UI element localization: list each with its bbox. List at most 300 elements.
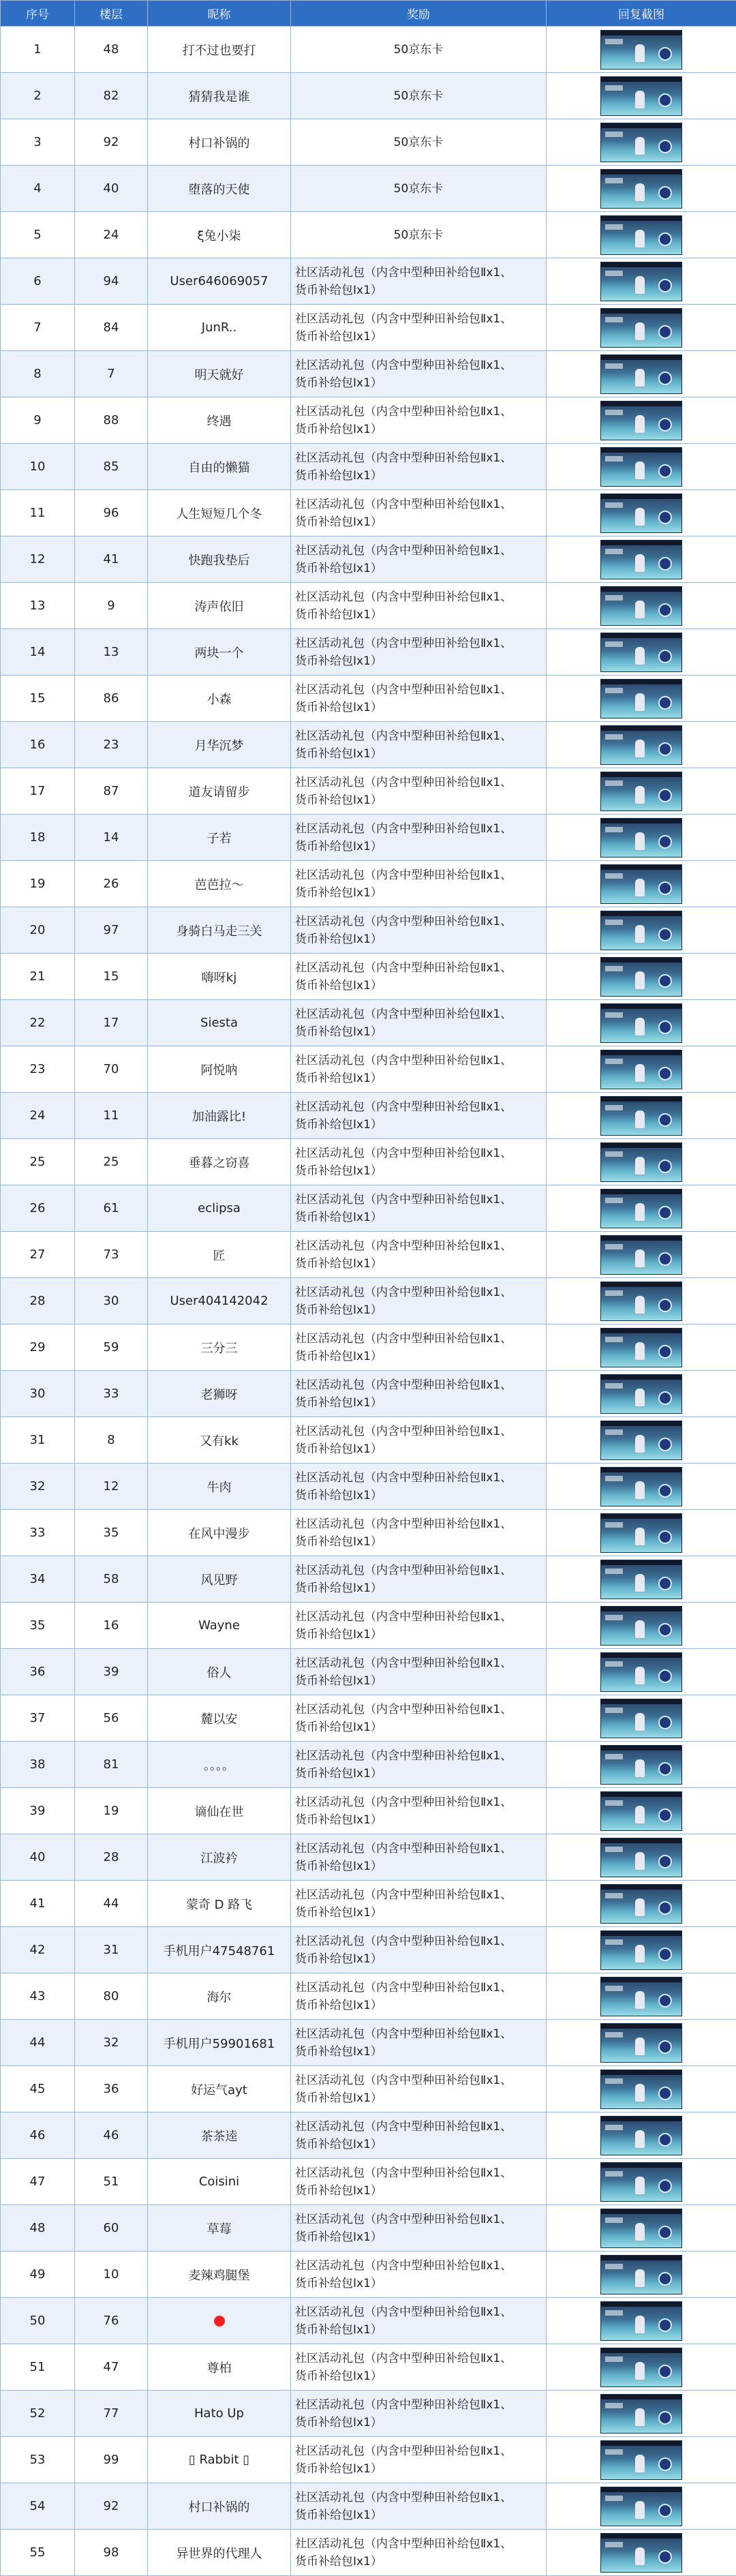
screenshot-hud [605, 1847, 623, 1852]
row-index: 23 [1, 1046, 75, 1093]
screenshot-thumbnail[interactable] [600, 1745, 682, 1785]
screenshot-thumbnail[interactable] [600, 1328, 682, 1367]
row-reward [291, 907, 547, 954]
table-row [1, 1695, 736, 1742]
row-floor: 26 [75, 861, 148, 907]
screenshot-thumbnail[interactable] [600, 1374, 682, 1414]
reward-line-1: 社区活动礼包（内含中型种田补给包Ⅱx1、 [295, 2396, 546, 2414]
reward-line-2: 货币补给包Ⅰx1） [295, 2414, 546, 2431]
table-row [1, 1232, 736, 1278]
row-reward [291, 351, 547, 397]
row-floor: 56 [75, 1695, 148, 1742]
reward-line-1: 社区活动礼包（内含中型种田补给包Ⅱx1、 [295, 1145, 546, 1162]
table-row [1, 1556, 736, 1603]
screenshot-robot [658, 603, 672, 617]
reward-line-2: 货币补给包Ⅰx1） [295, 977, 546, 995]
row-screenshot [547, 2391, 736, 2437]
screenshot-topbar [601, 31, 681, 35]
screenshot-thumbnail[interactable] [600, 1189, 682, 1228]
row-floor: 58 [75, 1556, 148, 1603]
row-reward [291, 1649, 547, 1695]
reward-line-1: 社区活动礼包（内含中型种田补给包Ⅱx1、 [295, 820, 546, 838]
screenshot-topbar [601, 309, 681, 314]
screenshot-robot [658, 2550, 672, 2564]
screenshot-character [635, 230, 645, 247]
screenshot-hud [605, 39, 623, 44]
screenshot-thumbnail[interactable] [600, 1513, 682, 1553]
screenshot-character [635, 1898, 645, 1916]
table-row [1, 1093, 736, 1139]
header-floor: 楼层 [75, 1, 148, 27]
reward-line-2: 货币补给包Ⅰx1） [295, 1811, 546, 1829]
row-reward [291, 861, 547, 907]
reward-line-1: 社区活动礼包（内含中型种田补给包Ⅱx1、 [295, 1191, 546, 1209]
row-floor: 7 [75, 351, 148, 397]
row-reward [291, 1371, 547, 1417]
reward-line-1: 社区活动礼包（内含中型种田补给包Ⅱx1、 [295, 1608, 546, 1626]
row-nickname: User646069057 [148, 258, 291, 305]
screenshot-hud [605, 1708, 623, 1713]
row-index: 39 [1, 1788, 75, 1834]
table-row [1, 536, 736, 583]
row-index: 51 [1, 2344, 75, 2391]
table-row [1, 722, 736, 768]
screenshot-thumbnail[interactable] [600, 2255, 682, 2294]
screenshot-hud [605, 781, 623, 786]
screenshot-robot [658, 464, 672, 478]
screenshot-hud [605, 1151, 623, 1157]
row-reward [291, 2391, 547, 2437]
screenshot-hud [605, 2032, 623, 2037]
row-reward [291, 1000, 547, 1046]
screenshot-character [635, 2501, 645, 2519]
table-row [1, 2344, 736, 2391]
screenshot-thumbnail[interactable] [600, 1884, 682, 1924]
row-reward [291, 2252, 547, 2298]
table-row [1, 305, 736, 351]
screenshot-robot [658, 1669, 672, 1683]
reward-line-2: 货币补给包Ⅰx1） [295, 2182, 546, 2200]
row-nickname: 三分三 [148, 1324, 291, 1371]
screenshot-thumbnail[interactable] [600, 2209, 682, 2248]
reward-line-2: 货币补给包Ⅰx1） [295, 1394, 546, 1412]
reward-line-2: 货币补给包Ⅰx1） [295, 1672, 546, 1690]
row-reward [291, 1464, 547, 1510]
row-screenshot [547, 212, 736, 258]
screenshot-robot [658, 928, 672, 941]
reward-line-1: 社区活动礼包（内含中型种田补给包Ⅱx1、 [295, 1005, 546, 1023]
screenshot-character [635, 693, 645, 711]
row-index: 11 [1, 490, 75, 536]
row-screenshot [547, 815, 736, 861]
screenshot-hud [605, 2449, 623, 2455]
screenshot-thumbnail[interactable] [600, 911, 682, 950]
row-reward [291, 2483, 547, 2530]
screenshot-hud [605, 966, 623, 971]
row-reward [291, 2530, 547, 2576]
row-reward [291, 1232, 547, 1278]
screenshot-thumbnail[interactable] [600, 169, 682, 209]
reward-line-1: 社区活动礼包（内含中型种田补给包Ⅱx1、 [295, 1654, 546, 1672]
screenshot-character [635, 1110, 645, 1128]
screenshot-topbar [601, 2117, 681, 2121]
row-floor: 44 [75, 1881, 148, 1927]
row-floor: 96 [75, 490, 148, 536]
screenshot-thumbnail[interactable] [600, 30, 682, 70]
row-floor: 10 [75, 2252, 148, 2298]
screenshot-thumbnail[interactable] [600, 818, 682, 858]
screenshot-character [635, 369, 645, 387]
row-nickname: 月华沉梦 [148, 722, 291, 768]
screenshot-hud [605, 2217, 623, 2223]
row-nickname: 手机用户59901681 [148, 2020, 291, 2066]
screenshot-thumbnail[interactable] [600, 1142, 682, 1182]
reward-line-2: 货币补给包Ⅰx1） [295, 1997, 546, 2014]
table-row [1, 954, 736, 1000]
row-floor: 36 [75, 2066, 148, 2112]
row-nickname: 猜猜我是谁 [148, 73, 291, 119]
reward-line-2: 货币补给包Ⅰx1） [295, 1626, 546, 1643]
screenshot-topbar [601, 819, 681, 823]
screenshot-topbar [601, 2070, 681, 2075]
row-screenshot [547, 444, 736, 490]
row-screenshot [547, 1000, 736, 1046]
reward-line-1: 社区活动礼包（内含中型种田补给包Ⅱx1、 [295, 1747, 546, 1765]
screenshot-character [635, 322, 645, 340]
screenshot-robot [658, 2365, 672, 2378]
screenshot-topbar [601, 2024, 681, 2029]
table-row [1, 1185, 736, 1232]
screenshot-thumbnail[interactable] [600, 354, 682, 394]
row-screenshot [547, 2112, 736, 2159]
row-index: 14 [1, 629, 75, 676]
screenshot-thumbnail[interactable] [600, 1791, 682, 1831]
row-nickname: Wayne [148, 1603, 291, 1649]
screenshot-character [635, 1249, 645, 1267]
row-nickname: JunR.. [148, 305, 291, 351]
screenshot-thumbnail[interactable] [600, 215, 682, 255]
screenshot-thumbnail[interactable] [600, 2162, 682, 2202]
reward-line-1: 社区活动礼包（内含中型种田补给包Ⅱx1、 [295, 357, 546, 374]
screenshot-character [635, 1806, 645, 1823]
screenshot-thumbnail[interactable] [600, 447, 682, 487]
screenshot-thumbnail[interactable] [600, 725, 682, 765]
row-floor: 97 [75, 907, 148, 954]
screenshot-topbar [601, 2256, 681, 2260]
row-reward [291, 1742, 547, 1788]
row-index: 24 [1, 1093, 75, 1139]
row-index: 47 [1, 2159, 75, 2205]
row-floor: 24 [75, 212, 148, 258]
row-screenshot [547, 305, 736, 351]
screenshot-thumbnail[interactable] [600, 1467, 682, 1506]
screenshot-thumbnail[interactable] [600, 1096, 682, 1136]
row-reward [291, 536, 547, 583]
screenshot-topbar [601, 2348, 681, 2353]
screenshot-hud [605, 1986, 623, 1991]
table-row [1, 2066, 736, 2112]
screenshot-robot [658, 1345, 672, 1359]
screenshot-robot [658, 881, 672, 895]
table-row [1, 73, 736, 119]
row-nickname: 涛声依旧 [148, 583, 291, 629]
table-row [1, 1139, 736, 1185]
reward-line-2: 货币补给包Ⅰx1） [295, 513, 546, 531]
screenshot-character [635, 786, 645, 804]
screenshot-character [635, 2408, 645, 2426]
screenshot-topbar [601, 1050, 681, 1055]
screenshot-character [635, 554, 645, 572]
screenshot-thumbnail[interactable] [600, 1050, 682, 1089]
reward-line-2: 货币补给包Ⅰx1） [295, 1116, 546, 1134]
screenshot-robot [658, 93, 672, 107]
row-nickname: 麦辣鸡腿堡 [148, 2252, 291, 2298]
reward-line-2: 货币补给包Ⅰx1） [295, 2275, 546, 2292]
reward-line-2: 货币补给包Ⅰx1） [295, 745, 546, 763]
reward-line-2: 货币补给包Ⅰx1） [295, 838, 546, 855]
screenshot-thumbnail[interactable] [600, 586, 682, 626]
screenshot-thumbnail[interactable] [600, 1282, 682, 1321]
screenshot-hud [605, 2496, 623, 2501]
row-screenshot [547, 1464, 736, 1510]
row-screenshot [547, 1046, 736, 1093]
screenshot-hud [605, 1337, 623, 1342]
reward-line-1: 社区活动礼包（内含中型种田补给包Ⅱx1、 [295, 264, 546, 282]
screenshot-robot [658, 186, 672, 200]
row-nickname: 俗人 [148, 1649, 291, 1695]
row-floor: 23 [75, 722, 148, 768]
screenshot-thumbnail[interactable] [600, 1652, 682, 1692]
row-floor: 33 [75, 1371, 148, 1417]
screenshot-hud [605, 920, 623, 925]
screenshot-character [635, 44, 645, 62]
row-screenshot [547, 2205, 736, 2252]
row-screenshot [547, 2252, 736, 2298]
row-floor: 94 [75, 258, 148, 305]
row-screenshot [547, 490, 736, 536]
screenshot-thumbnail[interactable] [600, 2533, 682, 2573]
screenshot-topbar [601, 2441, 681, 2446]
row-nickname: ▯ Rabbit ▯ [148, 2437, 291, 2483]
row-nickname: User404142042 [148, 1278, 291, 1324]
row-reward [291, 2066, 547, 2112]
row-floor: 76 [75, 2298, 148, 2344]
row-screenshot [547, 119, 736, 166]
row-nickname: 打不过也要打 [148, 27, 291, 73]
screenshot-hud [605, 1105, 623, 1110]
screenshot-thumbnail[interactable] [600, 2487, 682, 2526]
row-nickname: 老狮呀 [148, 1371, 291, 1417]
screenshot-character [635, 1203, 645, 1221]
row-nickname: 蒙奇 D 路飞 [148, 1881, 291, 1927]
reward-line-2: 货币补给包Ⅰx1） [295, 652, 546, 670]
screenshot-thumbnail[interactable] [600, 2348, 682, 2387]
table-row [1, 166, 736, 212]
row-nickname: 尊柏 [148, 2344, 291, 2391]
row-index: 32 [1, 1464, 75, 1510]
reward-line-1: 社区活动礼包（内含中型种田补给包Ⅱx1、 [295, 1979, 546, 1997]
row-screenshot [547, 1278, 736, 1324]
screenshot-topbar [601, 1699, 681, 1704]
screenshot-thumbnail[interactable] [600, 401, 682, 440]
row-index: 37 [1, 1695, 75, 1742]
row-reward [291, 1324, 547, 1371]
row-nickname: 风见野 [148, 1556, 291, 1603]
screenshot-thumbnail[interactable] [600, 2023, 682, 2063]
row-reward [291, 954, 547, 1000]
screenshot-character [635, 1945, 645, 1963]
row-nickname: 村口补锅的 [148, 2483, 291, 2530]
row-floor: 47 [75, 2344, 148, 2391]
row-index: 36 [1, 1649, 75, 1695]
row-nickname: 身骑白马走三关 [148, 907, 291, 954]
screenshot-robot [658, 2457, 672, 2471]
screenshot-robot [658, 2226, 672, 2239]
screenshot-robot [658, 1855, 672, 1868]
screenshot-character [635, 1342, 645, 1360]
reward-line-1: 社区活动礼包（内含中型种田补给包Ⅱx1、 [295, 727, 546, 745]
row-reward [291, 815, 547, 861]
table-row [1, 2159, 736, 2205]
row-nickname: Hato Up [148, 2391, 291, 2437]
row-index: 43 [1, 1973, 75, 2020]
row-screenshot [547, 2020, 736, 2066]
row-screenshot [547, 2483, 736, 2530]
screenshot-character [635, 2084, 645, 2102]
screenshot-robot [658, 696, 672, 710]
screenshot-topbar [601, 1004, 681, 1009]
row-floor: 59 [75, 1324, 148, 1371]
screenshot-thumbnail[interactable] [600, 1003, 682, 1043]
row-index: 17 [1, 768, 75, 815]
screenshot-thumbnail[interactable] [600, 679, 682, 718]
row-nickname: 道友请留步 [148, 768, 291, 815]
screenshot-thumbnail[interactable] [600, 1421, 682, 1460]
screenshot-thumbnail[interactable] [600, 123, 682, 162]
screenshot-thumbnail[interactable] [600, 772, 682, 811]
reward-line-2: 货币补给包Ⅰx1） [295, 1904, 546, 1922]
screenshot-topbar [601, 1468, 681, 1472]
reward-line-2: 货币补给包Ⅰx1） [295, 282, 546, 299]
row-floor: 77 [75, 2391, 148, 2437]
screenshot-robot [658, 1252, 672, 1266]
screenshot-thumbnail[interactable] [600, 957, 682, 997]
row-index: 10 [1, 444, 75, 490]
screenshot-topbar [601, 1329, 681, 1333]
screenshot-character [635, 1389, 645, 1406]
header-index: 序号 [1, 1, 75, 27]
row-nickname: 芭芭拉～ [148, 861, 291, 907]
screenshot-robot [658, 2272, 672, 2286]
screenshot-robot [658, 1160, 672, 1173]
reward-line-2: 货币补给包Ⅰx1） [295, 1487, 546, 1504]
screenshot-thumbnail[interactable] [600, 308, 682, 348]
row-floor: 80 [75, 1973, 148, 2020]
screenshot-robot [658, 1623, 672, 1637]
screenshot-thumbnail[interactable] [600, 633, 682, 672]
screenshot-thumbnail[interactable] [600, 494, 682, 533]
screenshot-character [635, 1620, 645, 1638]
row-reward [291, 1417, 547, 1464]
screenshot-hud [605, 2310, 623, 2316]
screenshot-robot [658, 1299, 672, 1312]
screenshot-thumbnail[interactable] [600, 2116, 682, 2155]
screenshot-robot [658, 325, 672, 339]
screenshot-hud [605, 873, 623, 879]
screenshot-topbar [601, 1143, 681, 1148]
screenshot-hud [605, 1244, 623, 1249]
screenshot-thumbnail[interactable] [600, 1977, 682, 2016]
table-row [1, 2437, 736, 2483]
screenshot-thumbnail[interactable] [600, 2394, 682, 2434]
row-floor: 88 [75, 397, 148, 444]
row-floor: 48 [75, 27, 148, 73]
screenshot-robot [658, 2504, 672, 2517]
table-row [1, 815, 736, 861]
table-row [1, 1788, 736, 1834]
screenshot-topbar [601, 680, 681, 684]
row-screenshot [547, 1973, 736, 2020]
row-floor: 51 [75, 2159, 148, 2205]
screenshot-robot [658, 1716, 672, 1729]
screenshot-thumbnail[interactable] [600, 2440, 682, 2480]
screenshot-character [635, 1713, 645, 1731]
screenshot-thumbnail[interactable] [600, 1235, 682, 1275]
screenshot-hud [605, 1615, 623, 1620]
screenshot-topbar [601, 1236, 681, 1241]
screenshot-character [635, 1481, 645, 1499]
row-screenshot [547, 2066, 736, 2112]
row-floor: 14 [75, 815, 148, 861]
row-nickname: 茶茶逵 [148, 2112, 291, 2159]
row-floor: 60 [75, 2205, 148, 2252]
screenshot-thumbnail[interactable] [600, 2070, 682, 2109]
row-floor: 31 [75, 1927, 148, 1973]
row-floor: 15 [75, 954, 148, 1000]
screenshot-thumbnail[interactable] [600, 1930, 682, 1970]
row-screenshot [547, 2437, 736, 2483]
row-reward: 50京东卡 [291, 27, 547, 73]
row-screenshot [547, 1417, 736, 1464]
screenshot-thumbnail[interactable] [600, 1560, 682, 1599]
screenshot-character [635, 1435, 645, 1453]
screenshot-character [635, 508, 645, 526]
table-row [1, 2020, 736, 2066]
row-index: 6 [1, 258, 75, 305]
screenshot-thumbnail[interactable] [600, 540, 682, 579]
screenshot-thumbnail[interactable] [600, 1606, 682, 1646]
screenshot-hud [605, 1429, 623, 1435]
screenshot-hud [605, 688, 623, 693]
row-reward [291, 397, 547, 444]
row-reward [291, 768, 547, 815]
row-floor: 46 [75, 2112, 148, 2159]
screenshot-thumbnail[interactable] [600, 864, 682, 904]
row-reward [291, 1788, 547, 1834]
row-screenshot [547, 1556, 736, 1603]
row-nickname: 谪仙在世 [148, 1788, 291, 1834]
row-index: 7 [1, 305, 75, 351]
row-index: 4 [1, 166, 75, 212]
row-index: 46 [1, 2112, 75, 2159]
table-row [1, 2391, 736, 2437]
screenshot-thumbnail[interactable] [600, 1699, 682, 1738]
screenshot-thumbnail[interactable] [600, 76, 682, 116]
screenshot-thumbnail[interactable] [600, 2301, 682, 2341]
table-row [1, 444, 736, 490]
screenshot-thumbnail[interactable] [600, 1838, 682, 1877]
screenshot-thumbnail[interactable] [600, 262, 682, 301]
